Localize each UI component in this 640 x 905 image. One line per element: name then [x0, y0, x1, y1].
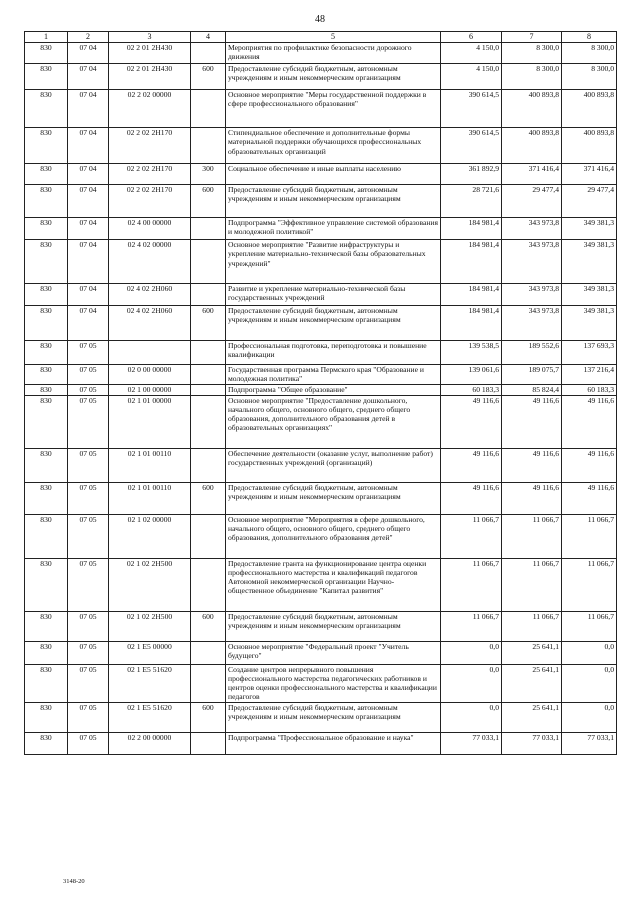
cell-expense-type: 300: [191, 164, 226, 185]
table-row: [25, 732, 617, 754]
cell-section-code: 07 05: [68, 341, 109, 365]
cell-amount-2022: 11 066,7: [502, 611, 562, 641]
cell-gvs-code: 830: [25, 64, 68, 90]
cell-amount-2023: 137 216,4: [562, 365, 617, 385]
cell-description: Предоставление субсидий бюджетным, автономным учреждениям и иным некоммерческим организациям: [226, 64, 441, 90]
cell-expense-type: [191, 558, 226, 611]
cell-description: Подпрограмма "Профессиональное образование и наука": [226, 732, 441, 754]
table-row: [25, 448, 617, 482]
header-col-3: 3: [109, 32, 191, 43]
table-body: [25, 43, 617, 755]
cell-target-article: 02 1 01 00000: [109, 395, 191, 448]
table-row: [25, 90, 617, 128]
cell-target-article: 02 2 00 00000: [109, 732, 191, 754]
cell-section-code: 07 05: [68, 482, 109, 514]
cell-amount-2021: 28 721,6: [441, 185, 502, 218]
cell-section-code: 07 05: [68, 702, 109, 732]
cell-amount-2022: 25 641,1: [502, 702, 562, 732]
cell-amount-2021: 361 892,9: [441, 164, 502, 185]
cell-target-article: 02 1 Е5 51620: [109, 702, 191, 732]
cell-target-article: 02 1 01 00110: [109, 482, 191, 514]
cell-gvs-code: 830: [25, 128, 68, 164]
cell-target-article: 02 4 02 00000: [109, 240, 191, 284]
table-row: [25, 558, 617, 611]
cell-amount-2023: 49 116,6: [562, 395, 617, 448]
cell-target-article: 02 1 Е5 00000: [109, 641, 191, 664]
cell-gvs-code: 830: [25, 164, 68, 185]
cell-gvs-code: 830: [25, 514, 68, 558]
table-row: [25, 514, 617, 558]
cell-expense-type: [191, 514, 226, 558]
cell-amount-2023: 60 183,3: [562, 384, 617, 395]
table-row: [25, 641, 617, 664]
cell-amount-2022: 49 116,6: [502, 448, 562, 482]
cell-expense-type: [191, 664, 226, 702]
cell-amount-2022: 343 973,8: [502, 240, 562, 284]
cell-amount-2022: 189 552,6: [502, 341, 562, 365]
cell-amount-2021: 184 981,4: [441, 218, 502, 240]
cell-gvs-code: 830: [25, 240, 68, 284]
cell-amount-2021: 0,0: [441, 641, 502, 664]
cell-target-article: 02 1 02 2Н500: [109, 558, 191, 611]
cell-section-code: 07 04: [68, 128, 109, 164]
cell-section-code: 07 04: [68, 218, 109, 240]
cell-target-article: 02 1 01 00110: [109, 448, 191, 482]
cell-gvs-code: 830: [25, 218, 68, 240]
header-col-8: 8: [562, 32, 617, 43]
table-row: [25, 611, 617, 641]
cell-amount-2022: 29 477,4: [502, 185, 562, 218]
header-col-4: 4: [191, 32, 226, 43]
table-row: [25, 702, 617, 732]
cell-section-code: 07 05: [68, 384, 109, 395]
cell-description: Социальное обеспечение и иные выплаты населению: [226, 164, 441, 185]
cell-description: Развитие и укрепление материально-технической базы государственных учреждений: [226, 284, 441, 306]
table-row: [25, 341, 617, 365]
header-col-6: 6: [441, 32, 502, 43]
cell-gvs-code: 830: [25, 448, 68, 482]
cell-amount-2022: 343 973,8: [502, 306, 562, 341]
cell-section-code: 07 05: [68, 611, 109, 641]
header-col-5: 5: [226, 32, 441, 43]
cell-amount-2021: 184 981,4: [441, 306, 502, 341]
cell-amount-2023: 349 381,3: [562, 284, 617, 306]
table-row: [25, 218, 617, 240]
table-row: [25, 384, 617, 395]
cell-amount-2023: 11 066,7: [562, 514, 617, 558]
cell-section-code: 07 05: [68, 365, 109, 385]
cell-description: Основное мероприятие "Федеральный проект "Учитель будущего": [226, 641, 441, 664]
cell-description: Мероприятия по профилактике безопасности дорожного движения: [226, 43, 441, 64]
cell-description: Предоставление субсидий бюджетным, автономным учреждениям и иным некоммерческим организациям: [226, 185, 441, 218]
cell-gvs-code: 830: [25, 341, 68, 365]
cell-section-code: 07 05: [68, 558, 109, 611]
cell-amount-2023: 0,0: [562, 641, 617, 664]
cell-expense-type: [191, 732, 226, 754]
cell-description: Основное мероприятие "Меры государственной поддержки в сфере профессионального образования": [226, 90, 441, 128]
cell-amount-2021: 49 116,6: [441, 395, 502, 448]
cell-amount-2022: 25 641,1: [502, 641, 562, 664]
cell-amount-2023: 400 893,8: [562, 90, 617, 128]
cell-expense-type: 600: [191, 306, 226, 341]
cell-amount-2022: 343 973,8: [502, 218, 562, 240]
cell-amount-2022: 25 641,1: [502, 664, 562, 702]
cell-amount-2022: 11 066,7: [502, 558, 562, 611]
cell-amount-2023: 371 416,4: [562, 164, 617, 185]
cell-amount-2021: 49 116,6: [441, 448, 502, 482]
cell-section-code: 07 04: [68, 64, 109, 90]
cell-amount-2023: 11 066,7: [562, 611, 617, 641]
table-row: [25, 64, 617, 90]
cell-gvs-code: 830: [25, 384, 68, 395]
cell-amount-2023: 137 693,3: [562, 341, 617, 365]
cell-expense-type: [191, 448, 226, 482]
cell-expense-type: 600: [191, 482, 226, 514]
cell-target-article: 02 2 01 2Н430: [109, 64, 191, 90]
cell-expense-type: [191, 284, 226, 306]
cell-target-article: 02 2 02 00000: [109, 90, 191, 128]
cell-amount-2022: 371 416,4: [502, 164, 562, 185]
cell-expense-type: 600: [191, 185, 226, 218]
cell-expense-type: [191, 395, 226, 448]
cell-gvs-code: 830: [25, 702, 68, 732]
cell-amount-2022: 8 300,0: [502, 43, 562, 64]
cell-expense-type: 600: [191, 611, 226, 641]
cell-description: Стипендиальное обеспечение и дополнительные формы материальной поддержки обучающихся профессиональных образовательных организаций: [226, 128, 441, 164]
cell-section-code: 07 04: [68, 240, 109, 284]
cell-description: Предоставление субсидий бюджетным, автономным учреждениям и иным некоммерческим организациям: [226, 611, 441, 641]
cell-amount-2021: 4 150,0: [441, 64, 502, 90]
cell-description: Основное мероприятие "Предоставление дошкольного, начального общего, основного общего, среднего общего образования, дополнительного образования детей в образовательных организациях": [226, 395, 441, 448]
cell-target-article: 02 1 Е5 51620: [109, 664, 191, 702]
cell-section-code: 07 05: [68, 732, 109, 754]
table-row: [25, 306, 617, 341]
table-row: [25, 164, 617, 185]
cell-gvs-code: 830: [25, 306, 68, 341]
cell-description: Основное мероприятие "Развитие инфраструктуры и укрепление материально-технической базы образовательных учреждений": [226, 240, 441, 284]
cell-expense-type: [191, 90, 226, 128]
cell-amount-2022: 8 300,0: [502, 64, 562, 90]
cell-amount-2023: 29 477,4: [562, 185, 617, 218]
cell-amount-2021: 11 066,7: [441, 611, 502, 641]
table-row: [25, 43, 617, 64]
cell-amount-2021: 0,0: [441, 664, 502, 702]
cell-gvs-code: 830: [25, 482, 68, 514]
cell-expense-type: 600: [191, 702, 226, 732]
cell-amount-2022: 49 116,6: [502, 482, 562, 514]
cell-amount-2022: 49 116,6: [502, 395, 562, 448]
cell-amount-2023: 0,0: [562, 664, 617, 702]
cell-target-article: 02 4 00 00000: [109, 218, 191, 240]
cell-amount-2023: 49 116,6: [562, 448, 617, 482]
cell-amount-2023: 77 033,1: [562, 732, 617, 754]
cell-amount-2021: 4 150,0: [441, 43, 502, 64]
cell-section-code: 07 05: [68, 641, 109, 664]
cell-gvs-code: 830: [25, 664, 68, 702]
cell-gvs-code: 830: [25, 641, 68, 664]
cell-description: Государственная программа Пермского края "Образование и молодежная политика": [226, 365, 441, 385]
cell-target-article: 02 2 02 2Н170: [109, 185, 191, 218]
cell-amount-2022: 189 075,7: [502, 365, 562, 385]
cell-amount-2021: 60 183,3: [441, 384, 502, 395]
cell-description: Подпрограмма "Общее образование": [226, 384, 441, 395]
cell-description: Предоставление субсидий бюджетным, автономным учреждениям и иным некоммерческим организациям: [226, 306, 441, 341]
cell-gvs-code: 830: [25, 732, 68, 754]
cell-expense-type: [191, 641, 226, 664]
cell-amount-2022: 77 033,1: [502, 732, 562, 754]
budget-table: [24, 31, 617, 755]
cell-section-code: 07 05: [68, 448, 109, 482]
footer-code: 3148-20: [63, 878, 85, 885]
cell-expense-type: [191, 365, 226, 385]
page-number: 48: [315, 14, 325, 25]
table-row: [25, 664, 617, 702]
header-col-2: 2: [68, 32, 109, 43]
cell-description: Предоставление субсидий бюджетным, автономным учреждениям и иным некоммерческим организациям: [226, 702, 441, 732]
header-col-1: 1: [25, 32, 68, 43]
cell-amount-2023: 349 381,3: [562, 306, 617, 341]
cell-description: Предоставление гранта на функционирование центра оценки профессионального мастерства и квалификаций педагогов Автономной некоммерческой организации Научно-общественное объединение "Капитал развития": [226, 558, 441, 611]
cell-amount-2021: 11 066,7: [441, 514, 502, 558]
cell-amount-2023: 11 066,7: [562, 558, 617, 611]
cell-expense-type: [191, 218, 226, 240]
cell-target-article: 02 0 00 00000: [109, 365, 191, 385]
cell-amount-2021: 49 116,6: [441, 482, 502, 514]
cell-amount-2021: 390 614,5: [441, 128, 502, 164]
cell-section-code: 07 04: [68, 90, 109, 128]
cell-gvs-code: 830: [25, 43, 68, 64]
cell-amount-2022: 400 893,8: [502, 90, 562, 128]
cell-section-code: 07 04: [68, 164, 109, 185]
cell-section-code: 07 05: [68, 395, 109, 448]
cell-amount-2021: 139 061,6: [441, 365, 502, 385]
cell-amount-2022: 85 824,4: [502, 384, 562, 395]
cell-gvs-code: 830: [25, 365, 68, 385]
cell-amount-2021: 390 614,5: [441, 90, 502, 128]
cell-amount-2021: 184 981,4: [441, 240, 502, 284]
cell-amount-2021: 184 981,4: [441, 284, 502, 306]
cell-amount-2022: 343 973,8: [502, 284, 562, 306]
table-row: [25, 128, 617, 164]
table-row: [25, 395, 617, 448]
cell-gvs-code: 830: [25, 395, 68, 448]
table-row: [25, 240, 617, 284]
cell-amount-2023: 0,0: [562, 702, 617, 732]
cell-amount-2023: 8 300,0: [562, 64, 617, 90]
cell-amount-2023: 8 300,0: [562, 43, 617, 64]
cell-target-article: [109, 341, 191, 365]
cell-expense-type: [191, 128, 226, 164]
cell-amount-2023: 400 893,8: [562, 128, 617, 164]
cell-expense-type: [191, 240, 226, 284]
cell-amount-2023: 49 116,6: [562, 482, 617, 514]
table-row: [25, 284, 617, 306]
header-row: [25, 32, 617, 43]
cell-amount-2023: 349 381,3: [562, 240, 617, 284]
cell-gvs-code: 830: [25, 284, 68, 306]
cell-section-code: 07 05: [68, 514, 109, 558]
cell-target-article: 02 1 00 00000: [109, 384, 191, 395]
cell-section-code: 07 04: [68, 284, 109, 306]
cell-amount-2021: 77 033,1: [441, 732, 502, 754]
cell-amount-2021: 0,0: [441, 702, 502, 732]
cell-gvs-code: 830: [25, 185, 68, 218]
cell-description: Подпрограмма "Эффективное управление системой образования и молодежной политикой": [226, 218, 441, 240]
cell-amount-2021: 11 066,7: [441, 558, 502, 611]
cell-expense-type: [191, 43, 226, 64]
cell-amount-2022: 400 893,8: [502, 128, 562, 164]
cell-section-code: 07 05: [68, 664, 109, 702]
cell-gvs-code: 830: [25, 90, 68, 128]
cell-target-article: 02 1 02 00000: [109, 514, 191, 558]
cell-expense-type: [191, 341, 226, 365]
cell-description: Создание центров непрерывного повышения профессионального мастерства педагогических работников и центров оценки профессионального мастерства и квалификации педагогов: [226, 664, 441, 702]
cell-target-article: 02 2 02 2Н170: [109, 164, 191, 185]
cell-target-article: 02 4 02 2Н060: [109, 306, 191, 341]
cell-description: Обеспечение деятельности (оказание услуг, выполнение работ) государственных учреждений (организаций): [226, 448, 441, 482]
cell-description: Предоставление субсидий бюджетным, автономным учреждениям и иным некоммерческим организациям: [226, 482, 441, 514]
header-col-7: 7: [502, 32, 562, 43]
cell-expense-type: [191, 384, 226, 395]
cell-target-article: 02 4 02 2Н060: [109, 284, 191, 306]
cell-target-article: 02 1 02 2Н500: [109, 611, 191, 641]
cell-gvs-code: 830: [25, 611, 68, 641]
cell-target-article: 02 2 02 2Н170: [109, 128, 191, 164]
cell-amount-2021: 139 538,5: [441, 341, 502, 365]
cell-amount-2022: 11 066,7: [502, 514, 562, 558]
cell-section-code: 07 04: [68, 185, 109, 218]
table-row: [25, 482, 617, 514]
table-row: [25, 185, 617, 218]
cell-amount-2023: 349 381,3: [562, 218, 617, 240]
cell-description: Профессиональная подготовка, переподготовка и повышение квалификации: [226, 341, 441, 365]
cell-section-code: 07 04: [68, 306, 109, 341]
table-row: [25, 365, 617, 385]
cell-gvs-code: 830: [25, 558, 68, 611]
cell-target-article: 02 2 01 2Н430: [109, 43, 191, 64]
cell-expense-type: 600: [191, 64, 226, 90]
cell-description: Основное мероприятие "Мероприятия в сфере дошкольного, начального общего, основного общего, среднего общего образования, дополнительного образования детей": [226, 514, 441, 558]
cell-section-code: 07 04: [68, 43, 109, 64]
